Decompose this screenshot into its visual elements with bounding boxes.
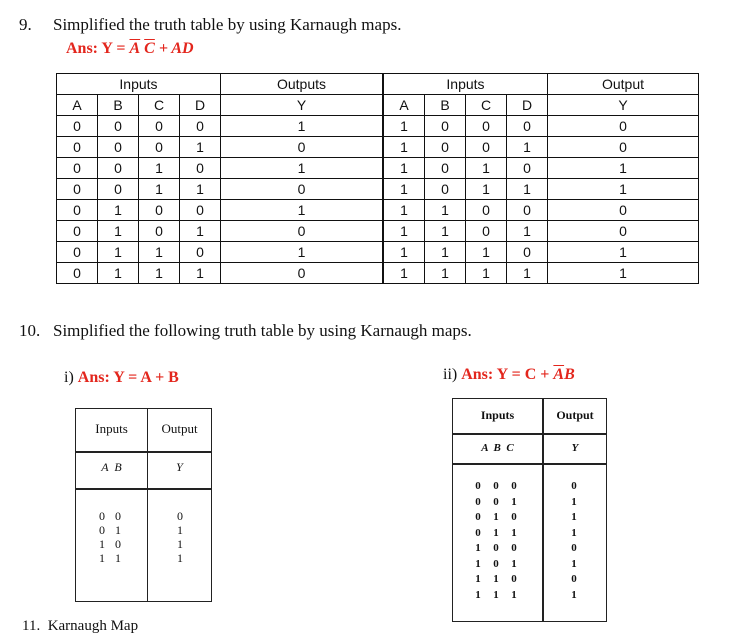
table-row [57,242,699,263]
table-cell: 1 [221,116,384,137]
table-cell: 1 [221,242,384,263]
table-cell: 0 [507,116,548,137]
table-cell: 0 [507,242,548,263]
table-cell: 1 [98,221,139,242]
table-cell: 1 [466,263,507,284]
table-cell: 1 [548,158,699,179]
table-cell: 1 [139,242,180,263]
table-cell: 0 [425,116,466,137]
q9-answer [66,40,194,58]
table-row [57,158,699,179]
table-ii-col-y: 0 1 1 1 0 1 0 1 [571,480,577,601]
table-cell: 1 [548,263,699,284]
q10-answer-ii-term-b: B [564,366,575,383]
table-cell: 0 [139,200,180,221]
table-cell: 1 [507,137,548,158]
table-row [57,221,699,242]
table-cell: 0 [139,116,180,137]
q10-number: 10. [19,321,41,340]
q9-answer-prefix: Ans: Y = [66,40,130,57]
table-cell: 1 [548,242,699,263]
table-cell: 1 [383,116,425,137]
table-cell: 0 [221,221,384,242]
table-i-inputs-sub: A B [101,460,122,474]
table-ii-col-a: 0 0 0 0 1 1 1 1 [475,480,481,601]
column-header-row [57,95,699,116]
q10-answer-i-text: Ans: Y = A + B [77,369,179,386]
table-i-output-header: Output [161,421,198,436]
table-cell: 0 [57,221,98,242]
table-i-output-sub: Y [176,460,183,474]
table-cell: 1 [180,179,221,200]
group-inputs-left: Inputs [57,74,221,95]
table-cell: 0 [57,116,98,137]
table-cell: 1 [221,200,384,221]
table-cell: 0 [466,116,507,137]
table-cell: 0 [221,137,384,158]
table-cell: 0 [57,263,98,284]
table-cell: 1 [383,221,425,242]
table-cell: 1 [98,263,139,284]
table-row [57,179,699,200]
table-cell: 0 [57,200,98,221]
q10-answer-i-prefix: i) [64,369,78,386]
table-cell: 0 [180,158,221,179]
table-i-col-y: 0 1 1 1 [177,509,183,565]
table-cell: 1 [466,158,507,179]
table-cell: 0 [57,137,98,158]
col-header: A [57,95,98,116]
table-cell: 1 [98,242,139,263]
table-cell: 1 [466,242,507,263]
table-row [57,263,699,284]
table-cell: 1 [139,263,180,284]
table-cell: 1 [383,242,425,263]
table-cell: 0 [180,116,221,137]
table-cell: 1 [180,263,221,284]
table-cell: 0 [98,179,139,200]
table-cell: 1 [180,221,221,242]
truth-table-q9 [56,73,699,284]
table-ii-output-sub: Y [571,442,579,454]
q9-answer-rest: + AD [158,40,194,57]
q9-answer-term-c: $\overline{C}$ [144,40,155,57]
table-cell: 1 [383,158,425,179]
q10-answer-ii-term-a: $\overline{A}$ [553,366,565,383]
table-row [57,137,699,158]
table-cell: 1 [507,179,548,200]
table-cell: 1 [221,158,384,179]
table-cell: 0 [98,116,139,137]
table-cell: 1 [425,200,466,221]
table-ii-col-b: 0 0 1 1 0 0 1 1 [493,480,499,601]
table-cell: 0 [507,200,548,221]
col-header: A [383,95,425,116]
table-cell: 0 [139,221,180,242]
col-header: Y [548,95,699,116]
table-cell: 0 [57,158,98,179]
col-header: C [139,95,180,116]
q9-number: 9. [19,15,32,34]
q10-answer-i [64,369,179,387]
table-cell: 0 [548,137,699,158]
table-cell: 1 [180,137,221,158]
table-ii-output-header: Output [556,408,594,422]
table-cell: 0 [98,137,139,158]
table-cell: 0 [548,221,699,242]
table-i-col-b: 0 1 0 1 [115,509,121,565]
table-ii-col-c: 0 1 0 1 0 1 0 1 [511,480,517,601]
table-cell: 0 [98,158,139,179]
q10-answer-ii-text: Ans: Y = C + [461,366,554,383]
table-i-inputs-header: Inputs [95,421,128,436]
table-i-col-a: 0 0 1 1 [99,509,105,565]
table-cell: 0 [57,179,98,200]
table-cell: 0 [425,137,466,158]
table-cell: 0 [466,200,507,221]
table-cell: 1 [425,221,466,242]
table-cell: 0 [466,221,507,242]
table-cell: 1 [383,137,425,158]
q10-text: Simplified the following truth table by using Karnaugh maps. [53,321,472,340]
col-header: Y [221,95,384,116]
table-cell: 1 [466,179,507,200]
group-header-row [57,74,699,95]
q9-text: Simplified the truth table by using Karnaugh maps. [53,15,402,34]
table-row [57,200,699,221]
table-cell: 1 [98,200,139,221]
q10-answer-ii-prefix: ii) [443,366,462,383]
group-output-right: Output [548,74,699,95]
q9-answer-term-a: $\overline{A}$ [129,40,141,57]
group-inputs-right: Inputs [383,74,548,95]
table-cell: 0 [507,158,548,179]
table-cell: 0 [139,137,180,158]
table-cell: 0 [425,158,466,179]
table-cell: 0 [221,179,384,200]
table-cell: 0 [221,263,384,284]
table-cell: 1 [383,263,425,284]
table-ii-inputs-header: Inputs [480,408,515,422]
table-row [57,116,699,137]
table-cell: 1 [139,158,180,179]
table-cell: 0 [548,200,699,221]
q10-answer-ii [443,366,575,384]
col-header: D [507,95,548,116]
truth-table-i [75,408,212,602]
group-outputs-left: Outputs [221,74,384,95]
table-cell: 0 [548,116,699,137]
col-header: D [180,95,221,116]
table-cell: 1 [383,179,425,200]
table-cell: 0 [57,242,98,263]
table-cell: 0 [180,200,221,221]
table-cell: 0 [425,179,466,200]
table-cell: 1 [139,179,180,200]
table-cell: 1 [383,200,425,221]
table-cell: 1 [507,221,548,242]
col-header: B [98,95,139,116]
table-cell: 1 [548,179,699,200]
col-header: C [466,95,507,116]
table-cell: 1 [507,263,548,284]
q11-heading: 11. Karnaugh Map [22,618,139,634]
truth-table-ii [452,398,607,622]
table-cell: 0 [180,242,221,263]
table-ii-inputs-sub: A B C [481,442,514,454]
table-cell: 1 [425,242,466,263]
col-header: B [425,95,466,116]
table-cell: 1 [425,263,466,284]
table-cell: 0 [466,137,507,158]
